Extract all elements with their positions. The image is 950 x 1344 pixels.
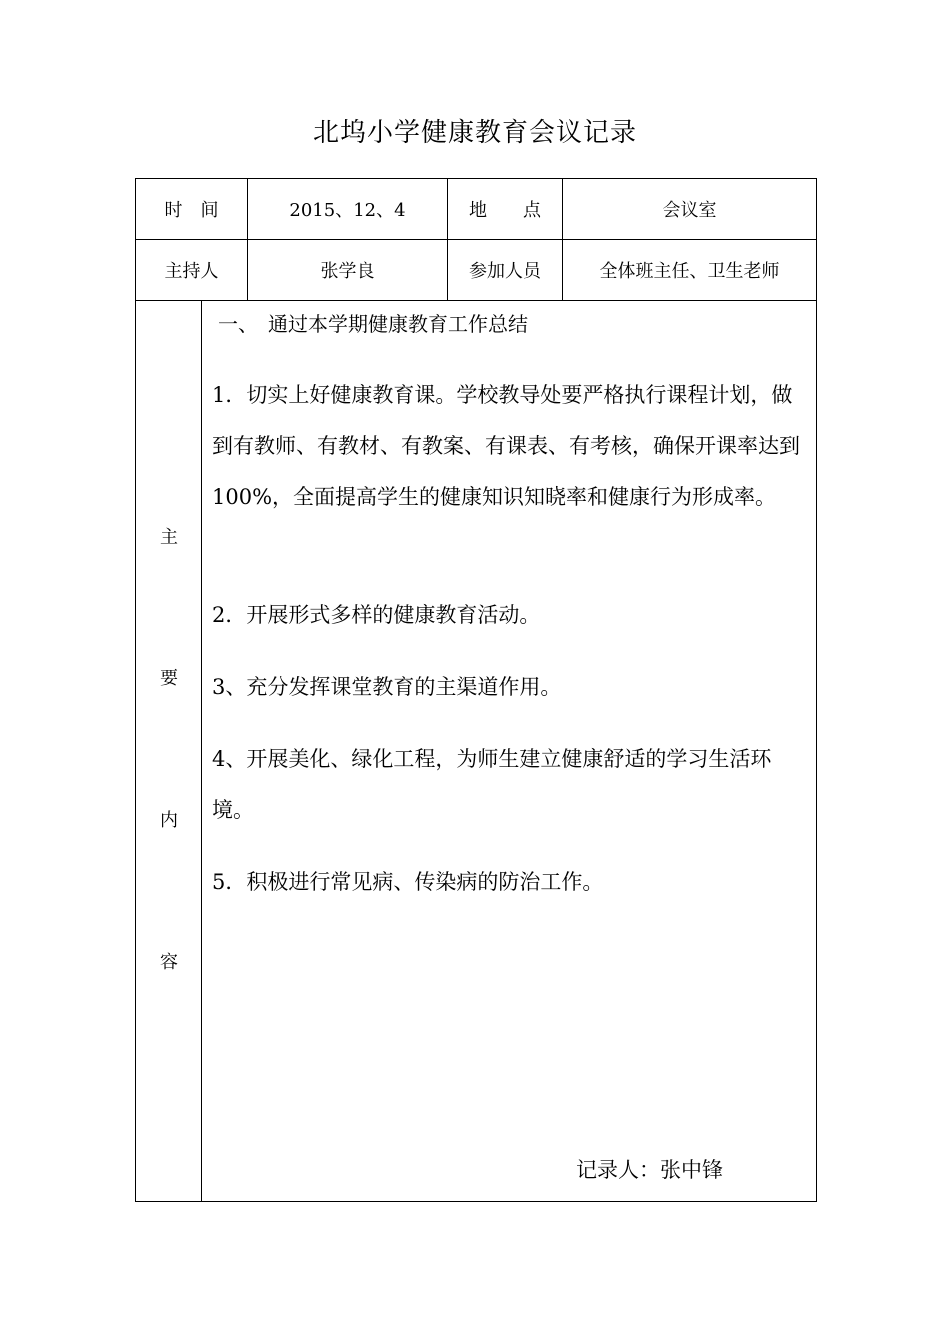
row-divider-2 (135, 300, 817, 301)
side-label-char-3: 内 (160, 810, 178, 831)
content-paragraph-2: 2．开展形式多样的健康教育活动。 (212, 603, 541, 627)
document-title: 北坞小学健康教育会议记录 (312, 118, 637, 148)
time-value: 2015、12、4 (289, 200, 406, 221)
time-label: 时 间 (164, 200, 219, 221)
location-value: 会议室 (662, 200, 717, 221)
location-label: 地 点 (469, 200, 541, 221)
host-label: 主持人 (164, 261, 219, 282)
content-item-4 (212, 734, 810, 836)
content-side-divider (201, 300, 202, 1202)
side-label-char-4: 容 (160, 952, 178, 973)
content-paragraph-3: 3、充分发挥课堂教育的主渠道作用。 (212, 675, 562, 699)
content-item-1 (212, 370, 810, 523)
host-value: 张学良 (320, 261, 375, 282)
recorder-signature: 记录人：张中锋 (576, 1158, 723, 1182)
content-item-5 (212, 857, 810, 908)
content-paragraph-4: 4、开展美化、绿化工程，为师生建立健康舒适的学习生活环境。 (212, 747, 772, 822)
participants-value: 全体班主任、卫生老师 (599, 261, 780, 282)
participants-label: 参加人员 (469, 261, 541, 282)
content-heading: 一、 通过本学期健康教育工作总结 (218, 312, 528, 336)
content-paragraph-1: 1．切实上好健康教育课。学校教导处要严格执行课程计划，做到有教师、有教材、有教案、有课表、有考核，确保开课率达到 100%，全面提高学生的健康知识知晓率和健康行为形成率。 (212, 383, 800, 509)
content-item-2 (212, 590, 810, 641)
content-paragraph-5: 5．积极进行常见病、传染病的防治工作。 (212, 870, 604, 894)
content-item-3 (212, 662, 810, 713)
side-label-char-2: 要 (160, 668, 178, 689)
side-label-char-1: 主 (160, 527, 178, 548)
